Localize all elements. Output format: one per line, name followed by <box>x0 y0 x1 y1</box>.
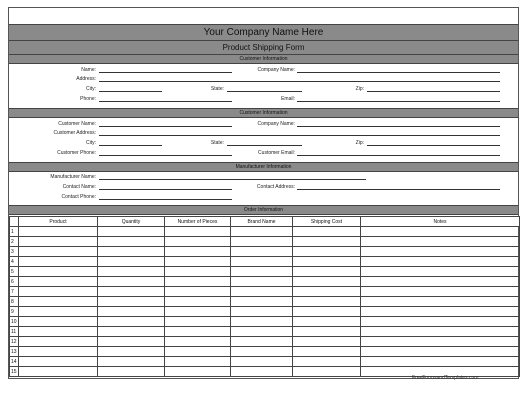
city-label: City: <box>86 86 96 92</box>
company-name-field[interactable] <box>297 72 500 73</box>
shipping-cost-cell[interactable] <box>293 367 361 377</box>
city-2-label: City: <box>86 140 96 146</box>
quantity-cell[interactable] <box>98 337 165 347</box>
table-row <box>10 307 520 317</box>
email-label: Email: <box>281 96 295 102</box>
product-cell[interactable] <box>19 237 98 247</box>
brand-cell[interactable] <box>231 257 293 267</box>
city-2-field[interactable] <box>99 145 162 146</box>
shipping-cost-cell[interactable] <box>293 227 361 237</box>
column-header-quantity: Quantity <box>98 217 165 227</box>
contact-address-field[interactable] <box>297 189 500 190</box>
product-cell[interactable] <box>19 367 98 377</box>
table-row <box>10 287 520 297</box>
state-2-label: State: <box>210 140 224 146</box>
brand-cell[interactable] <box>231 357 293 367</box>
pieces-cell[interactable] <box>165 267 231 277</box>
column-header-number-of-pieces: Number of Pieces <box>165 217 231 227</box>
table-row <box>10 337 520 347</box>
product-cell[interactable] <box>19 267 98 277</box>
zip-2-label: Zip: <box>355 140 364 146</box>
brand-cell[interactable] <box>231 337 293 347</box>
row-number: 9 <box>10 307 19 317</box>
customer-name-field[interactable] <box>99 126 232 127</box>
quantity-cell[interactable] <box>98 347 165 357</box>
company-name-2-label: Company Name: <box>257 121 295 127</box>
customer-address-field[interactable] <box>99 135 500 136</box>
address-field[interactable] <box>99 81 500 82</box>
brand-cell[interactable] <box>231 327 293 337</box>
state-label: State: <box>210 86 224 92</box>
company-name-label: Company Name: <box>257 67 295 73</box>
notes-cell[interactable] <box>361 317 520 327</box>
notes-cell[interactable] <box>361 327 520 337</box>
notes-cell[interactable] <box>361 347 520 357</box>
notes-cell[interactable] <box>361 257 520 267</box>
row-number: 4 <box>10 257 19 267</box>
column-header-shipping-cost: Shipping Cost <box>293 217 361 227</box>
notes-cell[interactable] <box>361 357 520 367</box>
product-cell[interactable] <box>19 277 98 287</box>
quantity-cell[interactable] <box>98 287 165 297</box>
shipping-cost-cell[interactable] <box>293 237 361 247</box>
contact-phone-field[interactable] <box>99 199 232 200</box>
shipping-cost-cell[interactable] <box>293 317 361 327</box>
customer-address-label: Customer Address: <box>53 130 96 136</box>
product-cell[interactable] <box>19 347 98 357</box>
pieces-cell[interactable] <box>165 317 231 327</box>
quantity-cell[interactable] <box>98 267 165 277</box>
quantity-cell[interactable] <box>98 367 165 377</box>
row-number: 10 <box>11 318 17 325</box>
table-row <box>10 267 520 277</box>
quantity-cell[interactable] <box>98 297 165 307</box>
shipping-cost-cell[interactable] <box>293 337 361 347</box>
quantity-cell[interactable] <box>98 357 165 367</box>
table-row <box>10 277 520 287</box>
shipping-cost-cell[interactable] <box>293 247 361 257</box>
column-header-product: Product <box>19 217 98 227</box>
notes-cell[interactable] <box>361 267 520 277</box>
notes-cell[interactable] <box>361 297 520 307</box>
column-header-brand-name: Brand Name <box>231 217 293 227</box>
email-field[interactable] <box>297 101 500 102</box>
row-number: 5 <box>10 267 19 277</box>
zip-2-field[interactable] <box>367 145 500 146</box>
row-number: 3 <box>10 247 19 257</box>
brand-cell[interactable] <box>231 367 293 377</box>
customer-phone-label: Customer Phone: <box>57 150 96 156</box>
pieces-cell[interactable] <box>165 287 231 297</box>
product-cell[interactable] <box>19 357 98 367</box>
row-number: 7 <box>10 287 19 297</box>
product-cell[interactable] <box>19 297 98 307</box>
brand-cell[interactable] <box>231 347 293 357</box>
brand-cell[interactable] <box>231 317 293 327</box>
notes-cell[interactable] <box>361 237 520 247</box>
row-number: 15 <box>11 368 17 375</box>
product-cell[interactable] <box>19 307 98 317</box>
brand-cell[interactable] <box>231 307 293 317</box>
pieces-cell[interactable] <box>165 297 231 307</box>
pieces-cell[interactable] <box>165 237 231 247</box>
contact-name-label: Contact Name: <box>62 184 96 190</box>
pieces-cell[interactable] <box>165 347 231 357</box>
shipping-cost-cell[interactable] <box>293 307 361 317</box>
brand-cell[interactable] <box>231 287 293 297</box>
name-field[interactable] <box>99 72 232 73</box>
company-name-banner: Your Company Name Here <box>9 24 518 41</box>
table-row <box>10 327 520 337</box>
order-table <box>9 216 520 377</box>
contact-name-field[interactable] <box>99 189 232 190</box>
table-row <box>10 357 520 367</box>
product-cell[interactable] <box>19 257 98 267</box>
form-title-banner: Product Shipping Form <box>9 40 518 55</box>
footer-credit: FreeFormsandTemplates.com <box>412 375 479 381</box>
shipping-cost-cell[interactable] <box>293 287 361 297</box>
row-number: 6 <box>10 277 19 287</box>
pieces-cell[interactable] <box>165 247 231 257</box>
shipping-cost-cell[interactable] <box>293 267 361 277</box>
state-field[interactable] <box>227 91 302 92</box>
row-number: 12 <box>11 338 17 345</box>
shipping-cost-cell[interactable] <box>293 277 361 287</box>
manufacturer-name-label: Manufacturer Name: <box>50 174 96 180</box>
product-cell[interactable] <box>19 287 98 297</box>
contact-address-label: Contact Address: <box>256 184 295 190</box>
notes-cell[interactable] <box>361 337 520 347</box>
pieces-cell[interactable] <box>165 257 231 267</box>
quantity-cell[interactable] <box>98 307 165 317</box>
notes-cell[interactable] <box>361 307 520 317</box>
shipping-cost-cell[interactable] <box>293 257 361 267</box>
row-number: 1 <box>10 227 19 237</box>
section-order-heading: Order Information <box>9 205 518 215</box>
quantity-cell[interactable] <box>98 257 165 267</box>
product-cell[interactable] <box>19 327 98 337</box>
customer-email-label: Customer Email: <box>258 150 295 156</box>
shipping-cost-cell[interactable] <box>293 347 361 357</box>
shipping-cost-cell[interactable] <box>293 357 361 367</box>
pieces-cell[interactable] <box>165 307 231 317</box>
quantity-cell[interactable] <box>98 327 165 337</box>
pieces-cell[interactable] <box>165 337 231 347</box>
table-row <box>10 257 520 267</box>
order-header-row <box>10 217 520 227</box>
row-number: 11 <box>10 327 19 337</box>
product-cell[interactable] <box>19 247 98 257</box>
pieces-cell[interactable] <box>165 367 231 377</box>
table-row <box>10 237 520 247</box>
contact-phone-label: Contact Phone: <box>61 194 96 200</box>
brand-cell[interactable] <box>231 247 293 257</box>
product-cell[interactable] <box>19 317 98 327</box>
row-number: 13 <box>11 348 17 355</box>
customer-email-field[interactable] <box>297 155 500 156</box>
zip-label: Zip: <box>355 86 364 92</box>
customer-phone-field[interactable] <box>99 155 232 156</box>
table-row <box>10 317 520 327</box>
phone-label: Phone: <box>80 96 96 102</box>
product-cell[interactable] <box>19 227 98 237</box>
quantity-cell[interactable] <box>98 237 165 247</box>
table-row <box>10 297 520 307</box>
brand-cell[interactable] <box>231 237 293 247</box>
state-2-field[interactable] <box>227 145 302 146</box>
name-label: Name: <box>81 67 96 73</box>
brand-cell[interactable] <box>231 277 293 287</box>
address-label: Address: <box>76 76 96 82</box>
pieces-cell[interactable] <box>165 327 231 337</box>
notes-cell[interactable] <box>361 277 520 287</box>
brand-cell[interactable] <box>231 267 293 277</box>
row-number-header <box>10 217 19 227</box>
table-row <box>10 247 520 257</box>
company-name-2-field[interactable] <box>297 126 500 127</box>
notes-cell[interactable] <box>361 287 520 297</box>
quantity-cell[interactable] <box>98 247 165 257</box>
row-number: 14 <box>11 358 17 365</box>
shipping-cost-cell[interactable] <box>293 327 361 337</box>
brand-cell[interactable] <box>231 297 293 307</box>
manufacturer-name-field[interactable] <box>99 179 366 180</box>
city-field[interactable] <box>99 91 162 92</box>
notes-cell[interactable] <box>361 227 520 237</box>
row-number: 2 <box>10 237 19 247</box>
section-customer-info-heading: Customer Information <box>9 54 518 64</box>
product-cell[interactable] <box>19 337 98 347</box>
table-row <box>10 347 520 357</box>
phone-field[interactable] <box>99 101 232 102</box>
shipping-cost-cell[interactable] <box>293 297 361 307</box>
quantity-cell[interactable] <box>98 277 165 287</box>
quantity-cell[interactable] <box>98 227 165 237</box>
notes-cell[interactable] <box>361 247 520 257</box>
section-customer-info-2-heading: Customer Information <box>9 108 518 118</box>
pieces-cell[interactable] <box>165 227 231 237</box>
quantity-cell[interactable] <box>98 317 165 327</box>
column-header-notes: Notes <box>361 217 520 227</box>
customer-name-label: Customer Name: <box>58 121 96 127</box>
section-manufacturer-heading: Manufacturer Information <box>9 162 518 172</box>
zip-field[interactable] <box>367 91 500 92</box>
table-row <box>10 227 520 237</box>
brand-cell[interactable] <box>231 227 293 237</box>
pieces-cell[interactable] <box>165 357 231 367</box>
row-number: 8 <box>10 297 19 307</box>
pieces-cell[interactable] <box>165 277 231 287</box>
